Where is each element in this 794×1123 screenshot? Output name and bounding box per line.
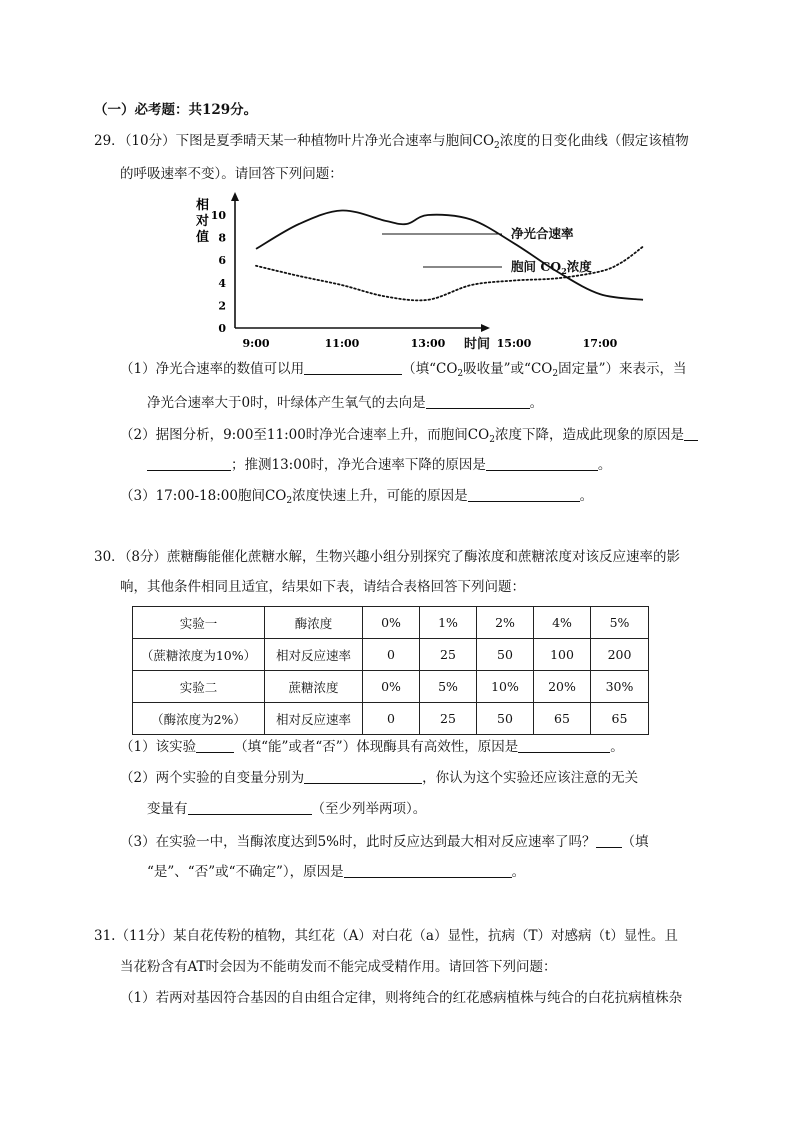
answer-blank[interactable] — [196, 738, 234, 753]
answer-blank[interactable] — [304, 769, 422, 784]
q30-part1: （1）该实验 （填“能”或者“否”）体现酶具有高效性，原因是 。 — [120, 739, 624, 755]
y-tick-label: 2 — [218, 299, 226, 313]
table-cell: 100 — [534, 639, 591, 671]
y-axis-arrow — [231, 192, 239, 201]
answer-blank[interactable] — [147, 456, 231, 471]
q31-stem-line1: 31.（11分）某自花传粉的植物，其红花（A）对白花（a）显性，抗病（T）对感病（t）显性。且 — [94, 928, 678, 944]
table-cell: 0% — [363, 607, 420, 639]
q31-part1: （1）若两对基因符合基因的自由组合定律，则将纯合的红花感病植株与纯合的白花抗病植株杂 — [120, 990, 683, 1006]
answer-blank[interactable] — [304, 360, 402, 375]
table-cell: 30% — [591, 671, 649, 703]
table-cell: 65 — [591, 703, 649, 735]
q29-part1-line2: 净光合速率大于0时，叶绿体产生氧气的去向是 。 — [147, 395, 544, 411]
x-axis-arrow — [481, 324, 490, 332]
y-axis-label-char: 对 — [196, 214, 210, 229]
table-cell: 5% — [591, 607, 649, 639]
x-tick-label: 9:00 — [242, 337, 270, 350]
q30-part2-line2: 变量有 （至少列举两项）。 — [147, 801, 427, 817]
y-tick-labels — [211, 209, 227, 335]
x-tick-label: 13:00 — [410, 337, 446, 350]
y-tick-label: 6 — [218, 254, 226, 268]
table-cell: （酶浓度为2%） — [133, 703, 265, 735]
q30-part3-line1: （3）在实验一中，当酶浓度达到5%时，此时反应达到最大相对反应速率了吗？ （填 — [120, 834, 649, 850]
table-row — [133, 703, 649, 735]
table-cell: 50 — [477, 703, 534, 735]
answer-blank[interactable] — [684, 426, 698, 441]
y-tick-label: 0 — [218, 322, 226, 335]
table-cell: 实验二 — [133, 671, 265, 703]
legend-net-photosynthesis: 净光合速率 — [511, 226, 574, 241]
table-cell: 10% — [477, 671, 534, 703]
answer-blank[interactable] — [468, 487, 580, 502]
table-cell: 1% — [420, 607, 477, 639]
q30-number: 30． — [94, 549, 125, 565]
table-cell: 65 — [534, 703, 591, 735]
table-cell: 实验一 — [133, 607, 265, 639]
y-axis-label-char: 相 — [196, 198, 210, 213]
q29-part1-line1: （1）净光合速率的数值可以用 （填“$CO_2$吸收量”或“$CO_2$固定量”）来表示，当 — [120, 361, 687, 379]
table-cell: 相对反应速率 — [265, 639, 363, 671]
q29-line-chart — [190, 192, 618, 357]
y-axis-label-char: 值 — [196, 230, 210, 245]
q29-stem-line1: 29．（10分）下图是夏季晴天某一种植物叶片净光合速率与胞间$CO_2$浓度的日变化曲线（假定该植物 — [94, 133, 689, 151]
q30-results-table — [132, 606, 649, 735]
q31-stem-line2: 当花粉含有AT时会因为不能萌发而不能完成受精作用。请回答下列问题： — [120, 959, 557, 975]
y-tick-label: 4 — [218, 276, 226, 290]
q31-number: 31. — [94, 928, 116, 944]
answer-blank[interactable] — [596, 833, 622, 848]
q29-part2-line1: （2）据图分析，9:00至11:00时净光合速率上升，而胞间$CO_2$浓度下降，造成此现象的原因是 — [120, 425, 698, 445]
table-row — [133, 671, 649, 703]
table-cell: 50 — [477, 639, 534, 671]
answer-blank[interactable] — [518, 738, 610, 753]
table-cell: 蔗糖浓度 — [265, 671, 363, 703]
y-tick-label: 10 — [210, 209, 226, 222]
table-cell: 25 — [420, 639, 477, 671]
table-row — [133, 639, 649, 671]
q30-stem-line1: 30．（8分）蔗糖酶能催化蔗糖水解，生物兴趣小组分别探究了酶浓度和蔗糖浓度对该反应速率的影 — [94, 549, 681, 565]
y-tick-label: 8 — [218, 231, 226, 245]
table-cell: 0 — [363, 703, 420, 735]
table-cell: 酶浓度 — [265, 607, 363, 639]
answer-blank[interactable] — [188, 800, 312, 815]
x-axis-label: 时间 — [464, 337, 491, 352]
table-cell: 5% — [420, 671, 477, 703]
table-row — [133, 607, 649, 639]
table-cell: 200 — [591, 639, 649, 671]
x-tick-labels — [242, 337, 617, 350]
answer-blank[interactable] — [486, 456, 598, 471]
table-cell: 20% — [534, 671, 591, 703]
section-heading: （一）必考题：共129分。 — [94, 102, 258, 118]
x-tick-label: 17:00 — [582, 337, 618, 350]
x-tick-label: 15:00 — [496, 337, 532, 350]
table-cell: 2% — [477, 607, 534, 639]
q29-stem-line2: 的呼吸速率不变）。请回答下列问题： — [120, 166, 343, 182]
table-cell: 0% — [363, 671, 420, 703]
q30-stem-line2: 响，其他条件相同且适宜，结果如下表，请结合表格回答下列问题： — [120, 579, 525, 595]
table-cell: 0 — [363, 639, 420, 671]
table-cell: 25 — [420, 703, 477, 735]
table-cell: （蔗糖浓度为10%） — [133, 639, 265, 671]
q29-part3: （3）17:00-18:00胞间$CO_2$浓度快速上升，可能的原因是 。 — [120, 488, 594, 506]
answer-blank[interactable] — [344, 863, 512, 878]
legend-intercellular-co2: 胞间 $CO_2$浓度 — [511, 259, 592, 276]
table-cell: 相对反应速率 — [265, 703, 363, 735]
y-axis-label — [195, 197, 209, 245]
q30-part3-line2: “是”、“否”或“不确定”），原因是 。 — [147, 864, 526, 880]
table-cell: 4% — [534, 607, 591, 639]
answer-blank[interactable] — [426, 394, 530, 409]
x-tick-label: 11:00 — [324, 337, 360, 350]
q29-number: 29． — [94, 133, 125, 149]
net-photosynthesis-line — [256, 210, 643, 299]
q29-part2-line2: ；推测13:00时，净光合速率下降的原因是 。 — [147, 455, 611, 475]
q30-part2-line1: （2）两个实验的自变量分别为 ，你认为这个实验还应该注意的无关 — [120, 770, 639, 786]
